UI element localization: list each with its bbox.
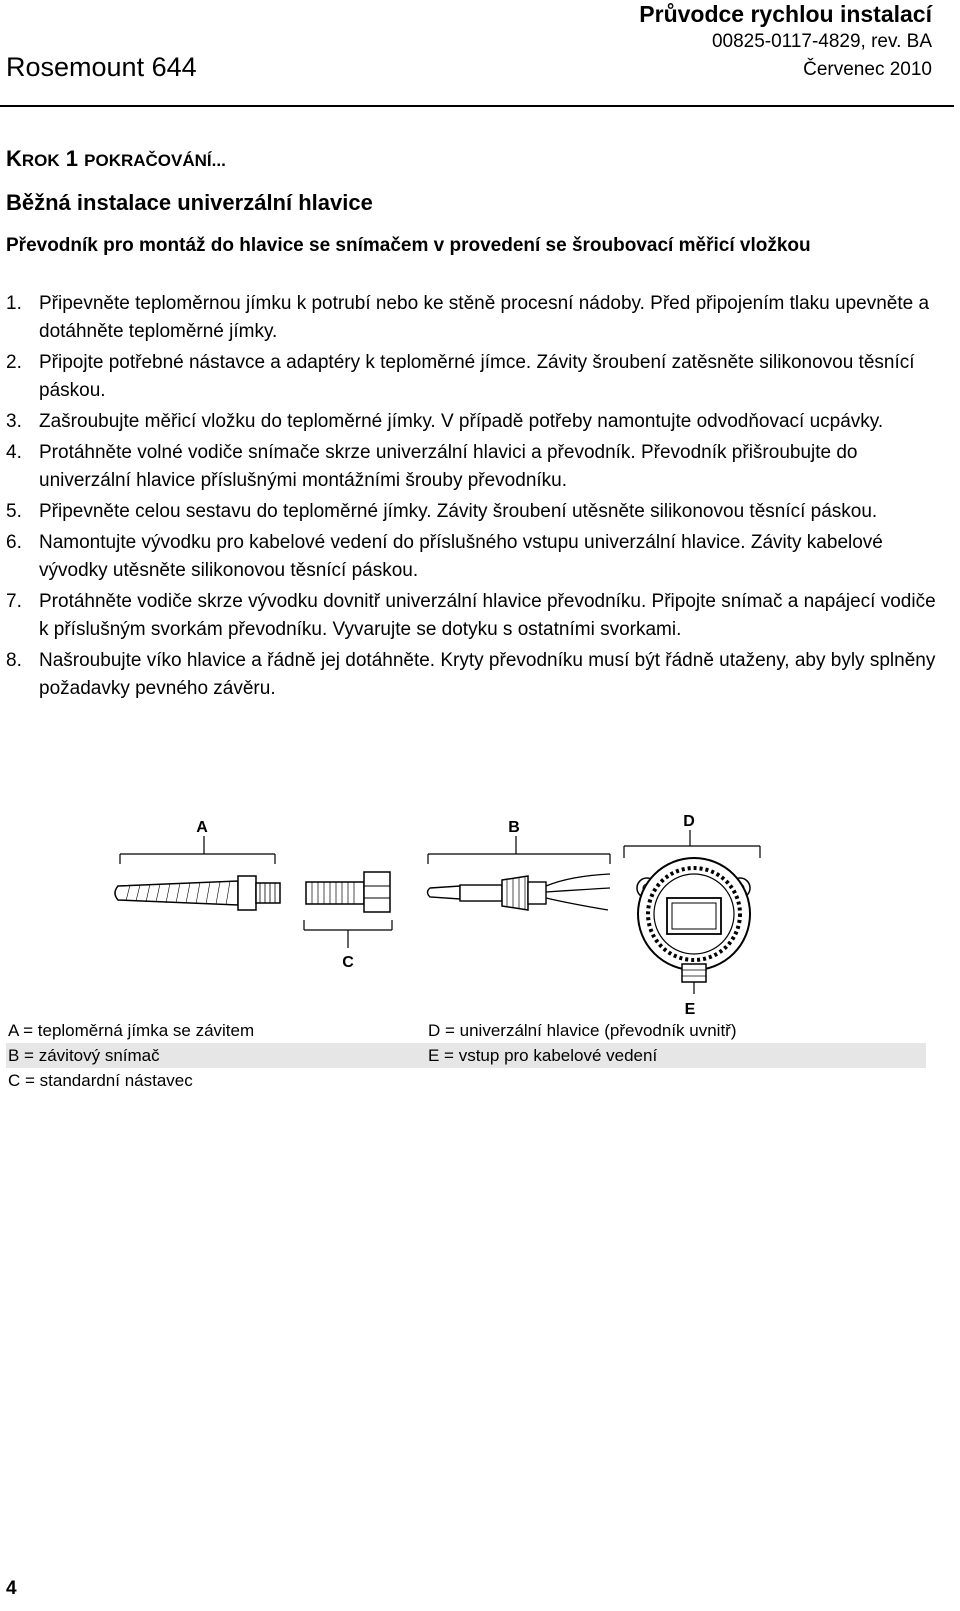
step-text: Připevněte celou sestavu do teploměrné jímky. Závity šroubení utěsněte silikonovou těsnící páskou. [39, 501, 878, 522]
step-text: Zašroubujte měřicí vložku do teploměrné jímky. V případě potřeby namontujte odvodňovací ucpávky. [39, 411, 884, 432]
subsection-title: Převodník pro montáž do hlavice se snímačem v provedení se šroubovací měřicí vložkou [6, 235, 811, 256]
step-number: 4. [6, 442, 22, 463]
header-meta [639, 0, 932, 84]
step-item [6, 529, 941, 585]
legend-row [6, 1043, 926, 1068]
step-item [6, 349, 941, 405]
legend-row [6, 1068, 926, 1093]
callout-d: D [683, 813, 695, 830]
step-number: 6. [6, 532, 22, 553]
step-number: 1. [6, 293, 22, 314]
legend-item-c: C = standardní nástavec [8, 1071, 193, 1090]
step-item [6, 647, 941, 703]
step-item [6, 408, 941, 436]
step-heading-smallcaps: ROK [21, 151, 60, 170]
step-number: 2. [6, 352, 22, 373]
step-item [6, 439, 941, 495]
step-text: Protáhněte vodiče skrze vývodku dovnitř univerzální hlavice převodníku. Připojte snímač a napájecí vodiče k příslušným svorkám převodníku. Vyvarujte se dotyku s ostatními svorkami. [39, 591, 936, 640]
step-number: 5. [6, 501, 22, 522]
guide-title: Průvodce rychlou instalací [639, 1, 932, 27]
document-number: 00825-0117-4829, rev. BA [711, 31, 932, 52]
step-heading-continued: POKRAČOVÁNÍ... [84, 151, 226, 170]
document-date: Červenec 2010 [803, 59, 932, 80]
step-item [6, 290, 941, 346]
step-text: Namontujte vývodku pro kabelové vedení do příslušného vstupu univerzální hlavice. Závity kabelové vývodky utěsněte silikonovou těsnící páskou. [39, 532, 883, 581]
legend-item-a: A = teploměrná jímka se závitem [8, 1021, 255, 1040]
installation-diagram [100, 806, 940, 1024]
extension-c [306, 872, 390, 912]
legend-item-d: D = univerzální hlavice (převodník uvnitř) [428, 1021, 737, 1040]
product-title: Rosemount 644 [6, 52, 197, 82]
legend-empty-cell [428, 1068, 926, 1093]
section-title: Běžná instalace univerzální hlavice [6, 190, 373, 215]
callout-c: C [342, 954, 354, 971]
step-number: 8. [6, 650, 22, 671]
step-text: Připevněte teploměrnou jímku k potrubí nebo ke stěně procesní nádoby. Před připojením tlaku upevněte a dotáhněte teploměrné jímky. [39, 293, 930, 342]
sensor-b [428, 874, 611, 910]
step-item [6, 498, 941, 526]
step-heading [6, 146, 226, 172]
step-text: Připojte potřebné nástavce a adaptéry k teploměrné jímce. Závity šroubení zatěsněte silikonovou těsnící páskou. [39, 352, 915, 401]
legend-row [6, 1018, 926, 1043]
legend-item-b: B = závitový snímač [8, 1046, 160, 1065]
legend-item-e: E = vstup pro kabelové vedení [428, 1046, 658, 1065]
step-text: Protáhněte volné vodiče snímače skrze univerzální hlavici a převodník. Převodník přišroubujte do univerzální hlavice příslušnými montážními šrouby převodníku. [39, 442, 858, 491]
thermowell-a [115, 876, 280, 910]
page-number: 4 [6, 1578, 17, 1599]
figure-legend [6, 1018, 926, 1093]
callout-b: B [508, 819, 520, 836]
installation-steps [6, 290, 941, 706]
step-heading-number: 1 [59, 146, 85, 171]
callout-e: E [684, 1001, 696, 1018]
step-number: 7. [6, 591, 22, 612]
step-number: 3. [6, 411, 22, 432]
callout-a: A [196, 819, 208, 836]
step-item [6, 588, 941, 644]
header-rule [0, 105, 954, 107]
step-text: Našroubujte víko hlavice a řádně jej dotáhněte. Kryty převodníku musí být řádně utaženy, aby byly splněny požadavky pevného závěru. [39, 650, 936, 699]
step-heading-initial: K [6, 146, 22, 171]
universal-head-d [637, 858, 750, 982]
